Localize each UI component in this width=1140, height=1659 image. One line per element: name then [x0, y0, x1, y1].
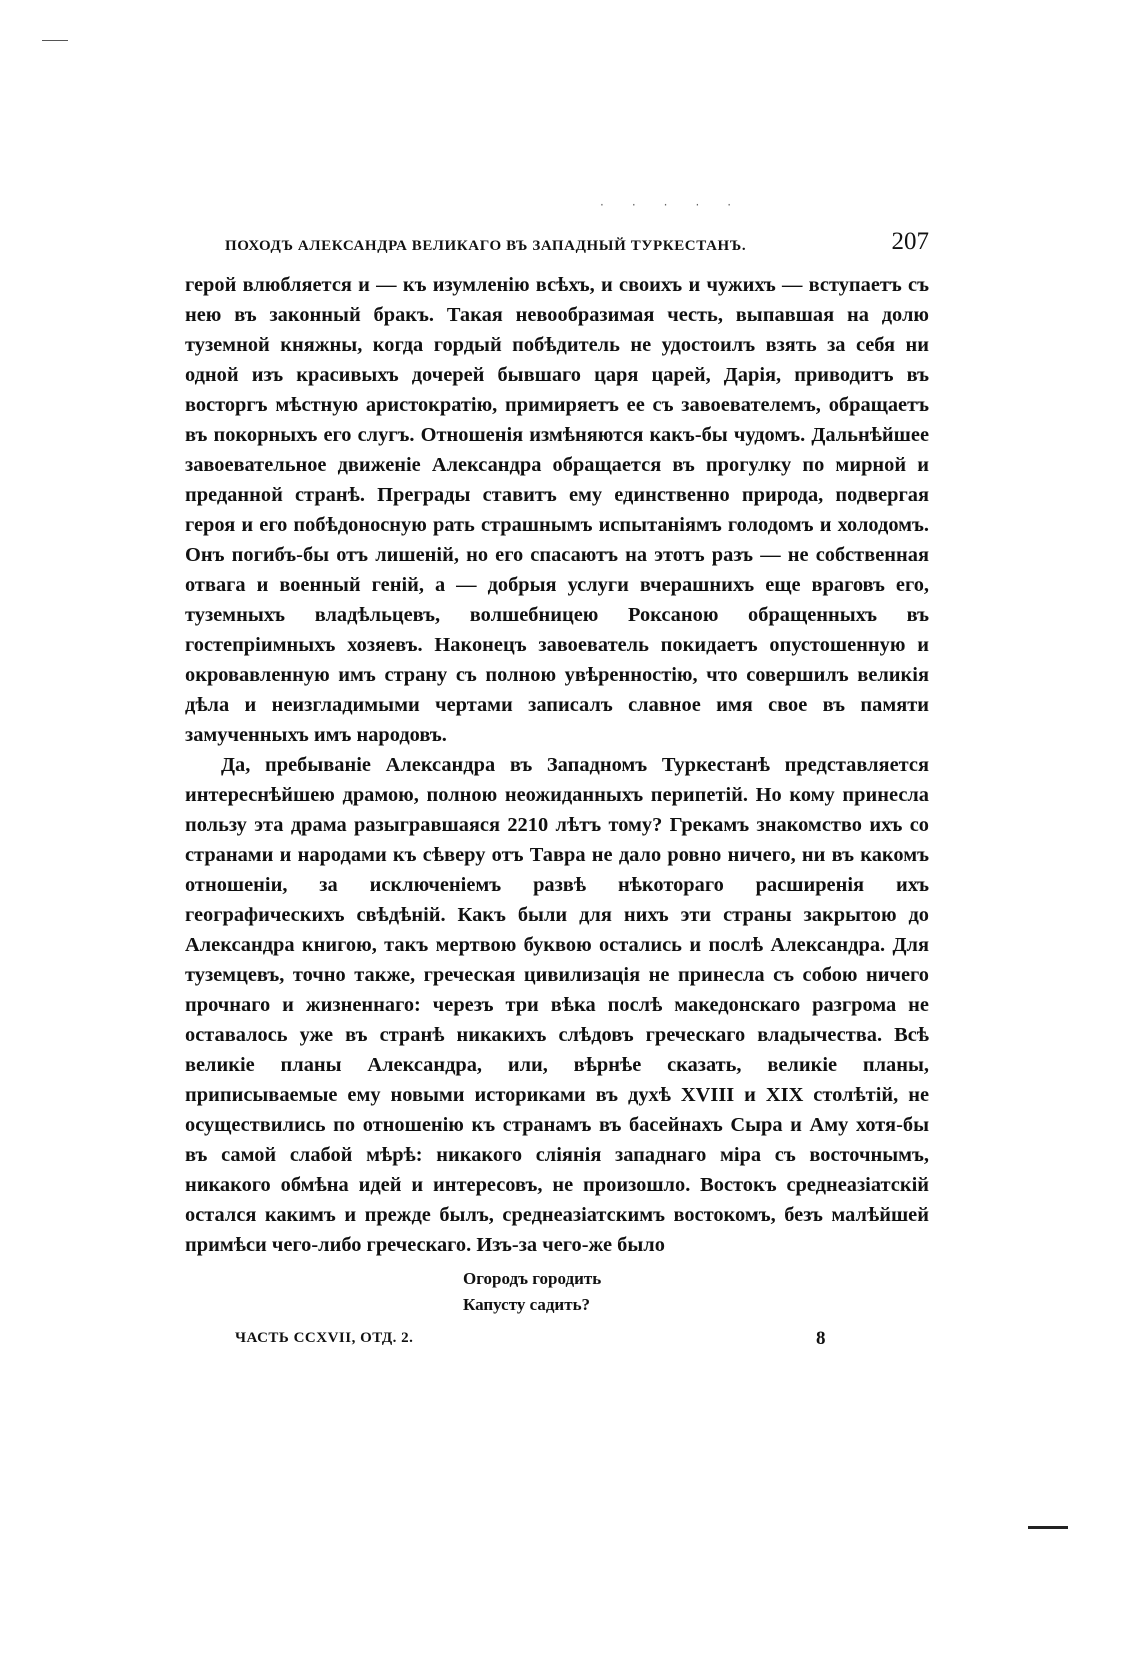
verse-line: Капусту садить? — [463, 1295, 591, 1314]
scan-edge-mark — [1028, 1526, 1068, 1529]
book-page — [185, 228, 929, 1356]
running-head — [185, 228, 929, 264]
running-title: ПОХОДЪ АЛЕКСАНДРА ВЕЛИКАГО ВЪ ЗАПАДНЫЙ ТУРКЕСТАНЪ. — [225, 238, 747, 254]
page-footer — [185, 1326, 929, 1356]
page-number: 207 — [891, 228, 929, 255]
scan-specks: ····· — [600, 198, 760, 212]
sheet-number: 8 — [816, 1328, 826, 1349]
signature-mark: ЧАСТЬ CCXVII, ОТД. 2. — [235, 1330, 414, 1346]
scan-edge-mark — [42, 40, 68, 41]
paragraph: Да, пребываніе Александра въ Западномъ Туркестанѣ представляется интереснѣйшею драмою, полною неожиданныхъ перипетій. Но кому принесла пользу эта драма разыгравшаяся 2210 лѣтъ тому? Грекамъ знакомство ихъ со странами и народами къ сѣверу отъ Тавра не дало ровно ничего, ни въ какомъ отношеніи, за исключеніемъ развѣ нѣкотораго расширенія ихъ географическихъ свѣдѣній. Какъ были для нихъ эти страны закрытою до Александра книгою, такъ мертвою буквою остались и послѣ Александра. Для туземцевъ, точно также, греческая цивилизація не принесла съ собою ничего прочнаго и жизненнаго: черезъ три вѣка послѣ македонскаго разгрома не оставалось уже въ странѣ никакихъ слѣдовъ греческаго владычества. Всѣ великіе планы Александра, или, вѣрнѣе сказать, великіе планы, приписываемые ему новыми историками въ духѣ XVIII и XIX столѣтій, не осуществились по отношенію къ странамъ въ басейнахъ Сыра и Аму хотя-бы въ самой слабой мѣрѣ: никакого слiянiя западнаго міра съ восточнымъ, никакого обмѣна идей и интересовъ, не произошло. Востокъ среднеазiатскій остался какимъ и прежде былъ, среднеазiатскимъ востокомъ, безъ малѣйшей примѣси чего-либо греческаго. Изъ-за чего-же было — [185, 754, 929, 1256]
verse-quote — [463, 1266, 929, 1318]
body-text — [185, 270, 929, 1260]
verse-line: Огородъ городить — [463, 1269, 602, 1288]
paragraph: герой влюбляется и — къ изумленію всѣхъ, и своихъ и чужихъ — вступаетъ съ нею въ законный бракъ. Такая невообразимая честь, выпавшая на долю туземной княжны, когда гордый побѣдитель не удостоилъ взять за себя ни одной изъ красивыхъ дочерей бывшаго царя царей, Дарія, приводитъ въ восторгъ мѣстную аристократію, примиряетъ ее съ завоевателемъ, обращаетъ въ покорныхъ его слугъ. Отношенія измѣняются какъ-бы чудомъ. Дальнѣйшее завоевательное движеніе Александра обращается въ прогулку по мирной и преданной странѣ. Преграды ставитъ ему единственно природа, подвергая героя и его побѣдоносную рать страшнымъ испытаніямъ голодомъ и холодомъ. Онъ погибъ-бы отъ лишеній, но его спасаютъ на этотъ разъ — не собственная отвага и военный геній, а — добрыя услуги вчерашнихъ еще враговъ его, туземныхъ владѣльцевъ, волшебницею Роксаною обращенныхъ въ гостепріимныхъ хозяевъ. Наконецъ завоеватель покидаетъ опустошенную и окровавленную имъ страну съ полною увѣренностію, что совершилъ великія дѣла и неизгладимыми чертами записалъ славное имя свое въ памяти замученныхъ имъ народовъ. — [185, 274, 929, 746]
